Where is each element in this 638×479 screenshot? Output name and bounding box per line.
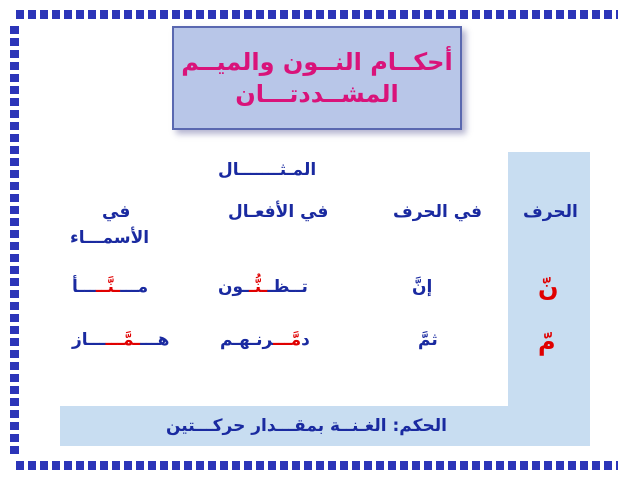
- row-1-in-noun: مــــنَّـــــأ: [72, 277, 149, 297]
- row-2-in-verb: دمَّـــرنـهـم: [220, 330, 310, 350]
- bottom-decorative-border: [0, 461, 638, 470]
- row-2-letter: مّ: [538, 328, 556, 356]
- left-decorative-border: [10, 26, 19, 454]
- row-1-letter: نّ: [538, 274, 559, 302]
- header-in-nouns-line1: في: [102, 202, 131, 222]
- row-2-in-letter: ثمَّ: [418, 330, 438, 350]
- footer-ruling: الحكم: الغـنــة بمقـــدار حركـــتين: [166, 416, 447, 436]
- example-header: المـثـــــــال: [218, 160, 317, 180]
- row-2-in-noun: هــــمَّــــــاز: [72, 330, 170, 350]
- title-line-2: المشــددتـــان: [235, 80, 399, 108]
- title-line-1: أحكــام النــون والميــم: [181, 48, 453, 76]
- header-letter: الحرف: [523, 202, 578, 222]
- header-in-nouns-line2: الأسمـــاء: [70, 228, 150, 248]
- header-in-verbs: في الأفعـال: [228, 202, 329, 222]
- rules-table: [60, 152, 590, 446]
- header-in-letter: في الحرف: [393, 202, 483, 222]
- row-1-in-verb: تــظــنُّــون: [218, 277, 308, 297]
- title-box: [172, 26, 462, 130]
- top-decorative-border: [0, 10, 638, 19]
- row-1-in-letter: إنَّ: [412, 277, 433, 297]
